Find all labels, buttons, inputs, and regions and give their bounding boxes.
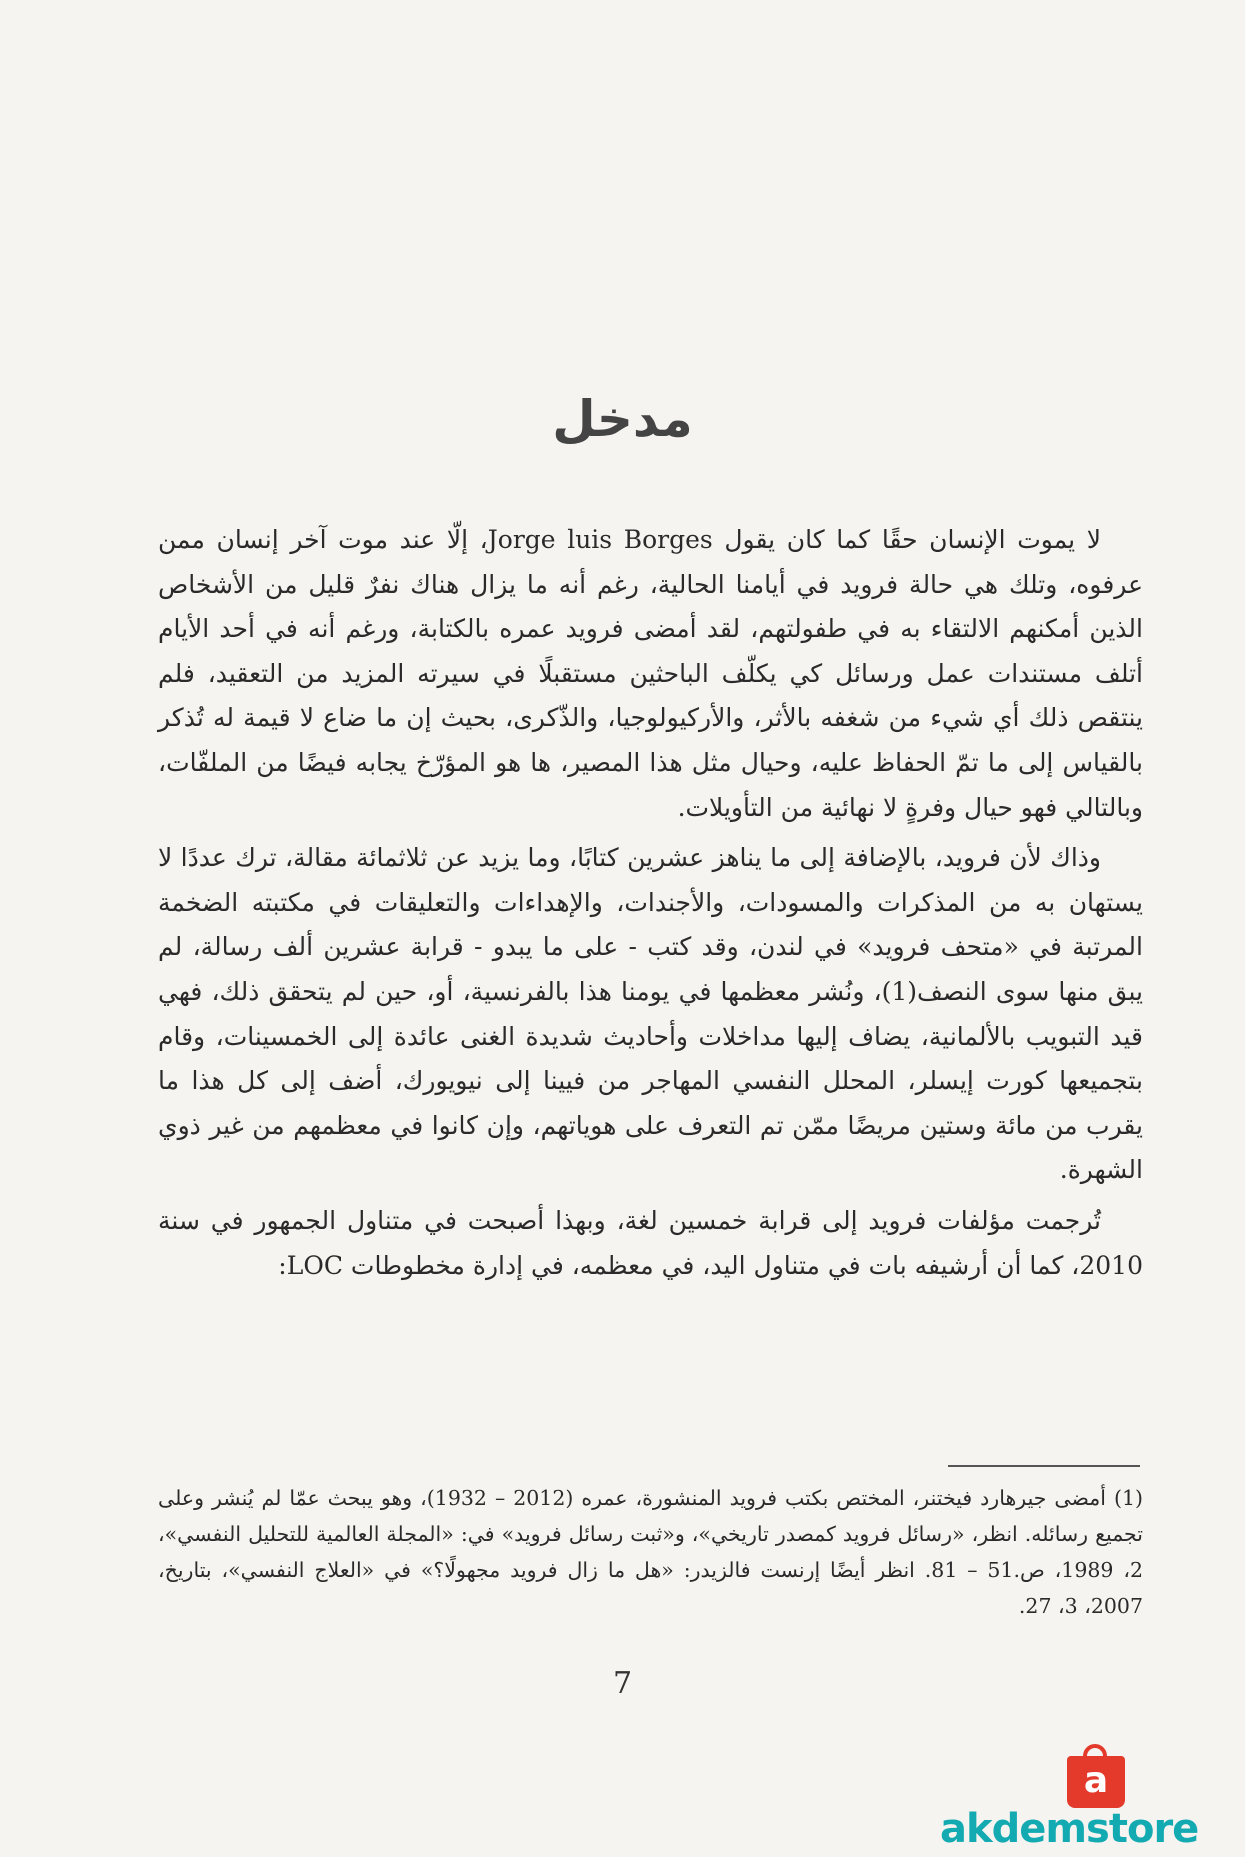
logo-bag-letter: a (1083, 1760, 1109, 1801)
chapter-title: مدخل (552, 390, 693, 448)
logo-wordmark: akdemstore (940, 1806, 1199, 1852)
body-text (158, 518, 1143, 1294)
paragraph: لا يموت الإنسان حقًا كما كان يقول Jorge luis Borges، إلّا عند موت آخر إنسان ممن عرفوه، وتلك هي حالة فرويد في أيامنا الحالية، رغم أنه ما يزال هناك نفرٌ قليل من الأشخاص الذين أمكنهم الالتقاء به في طفولتهم، لقد أمضى فرويد عمره بالكتابة، ورغم أنه في أحد الأيام أتلف مستندات عمل ورسائل كي يكلّف الباحثين مستقبلًا في سيرته المزيد من التعقيد، فلم ينتقص ذلك أي شيء من شغفه بالأثر، والأركيولوجيا، والذّكرى، بحيث إن ما ضاع لا قيمة له تُذكر بالقياس إلى ما تمّ الحفاظ عليه، وحيال مثل هذا المصير، ها هو المؤرّخ يجابه فيضًا من الملفّات، وبالتالي فهو حيال وفرةٍ لا نهائية من التأويلات. (158, 525, 1143, 822)
paragraph: تُرجمت مؤلفات فرويد إلى قرابة خمسين لغة، وبهذا أصبحت في متناول الجمهور في سنة 2010، كما أن أرشيفه بات في متناول اليد، في معظمه، في إدارة مخطوطات LOC: (158, 1205, 1143, 1280)
paragraph: وذاك لأن فرويد، بالإضافة إلى ما يناهز عشرين كتابًا، وما يزيد عن ثلاثمائة مقالة، ترك عددًا لا يستهان به من المذكرات والمسودات، والأجندات، والإهداءات والتعليقات في مكتبته الضخمة المرتبة في «متحف فرويد» في لندن، وقد كتب - على ما يبدو - قرابة عشرين ألف رسالة، لم يبق منها سوى النصف(1)، ونُشر معظمها في يومنا هذا بالفرنسية، أو، حين لم يتحقق ذلك، فهي قيد التبويب بالألمانية، يضاف إليها مداخلات وأحاديث شديدة الغنى عائدة إلى الخمسينات، وقام بتجميعها كورت إيسلر، المحلل النفسي المهاجر من فيينا إلى نيويورك، أضف إلى كل هذا ما يقرب من مائة وستين مريضًا ممّن تم التعرف على هوياتهم، وإن كانوا في معظمهم من غير ذوي الشهرة. (158, 843, 1143, 1185)
shopping-bag-icon (1067, 1756, 1125, 1808)
store-logo (940, 1744, 1240, 1854)
footnote: (1) أمضى جيرهارد فيختنر، المختص بكتب فرويد المنشورة، عمره (2012 – 1932)، وهو يبحث عمّا لم يُنشر وعلى تجميع رسائله. انظر، «رسائل فرويد كمصدر تاريخي»، و«ثبت رسائل فرويد» في: «المجلة العالمية للتحليل النفسي»، 2، 1989، ص.51 – 81. انظر أيضًا إرنست فالزيدر: «هل ما زال فرويد مجهولًا؟» في «العلاج النفسي»، بتاريخ، 2007، 3، 27. (158, 1486, 1143, 1618)
page-number: 7 (612, 1666, 633, 1701)
footnote-divider (948, 1465, 1140, 1467)
